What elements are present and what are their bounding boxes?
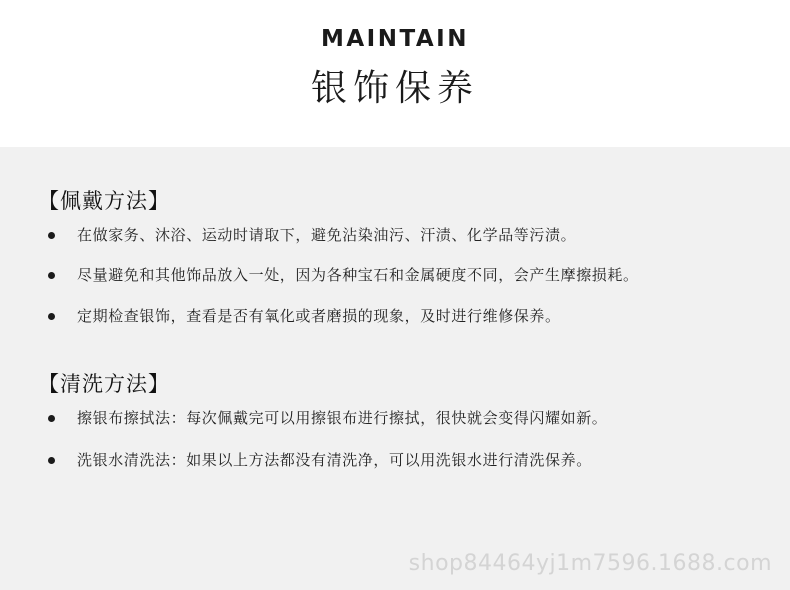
section-cleaning-method xyxy=(34,368,756,471)
header-title-chinese: 银饰保养 xyxy=(310,67,479,109)
list-item-text: 洗银水清洗法：如果以上方法都没有清洗净，可以用洗银水进行清洗保养。 xyxy=(77,451,592,469)
bullet-dot-icon xyxy=(48,415,55,422)
list-item xyxy=(34,306,756,326)
bullet-dot-icon xyxy=(48,313,55,320)
section-title: 【佩戴方法】 xyxy=(38,189,170,213)
list-item xyxy=(34,450,756,470)
list-item-text: 在做家务、沐浴、运动时请取下，避免沾染油污、汗渍、化学品等污渍。 xyxy=(77,226,577,244)
bullet-list xyxy=(34,408,756,471)
watermark-text: shop84464yj1m7596.1688.com xyxy=(408,551,772,576)
list-item xyxy=(34,225,756,245)
content-panel xyxy=(0,147,790,590)
section-wearing-method xyxy=(34,185,756,326)
list-item xyxy=(34,265,756,285)
section-title: 【清洗方法】 xyxy=(38,371,170,396)
bullet-dot-icon xyxy=(48,232,55,239)
bullet-dot-icon xyxy=(48,272,55,279)
list-item-text: 定期检查银饰，查看是否有氧化或者磨损的现象，及时进行维修保养。 xyxy=(77,306,561,325)
header-title-english: MAINTAIN xyxy=(320,26,469,52)
bullet-list xyxy=(34,225,756,326)
list-item xyxy=(34,408,756,428)
bullet-dot-icon xyxy=(48,457,55,464)
list-item-text: 尽量避免和其他饰品放入一处，因为各种宝石和金属硬度不同，会产生摩擦损耗。 xyxy=(77,266,639,285)
list-item-text: 擦银布擦拭法：每次佩戴完可以用擦银布进行擦拭，很快就会变得闪耀如新。 xyxy=(77,408,608,427)
page-header xyxy=(0,0,790,147)
